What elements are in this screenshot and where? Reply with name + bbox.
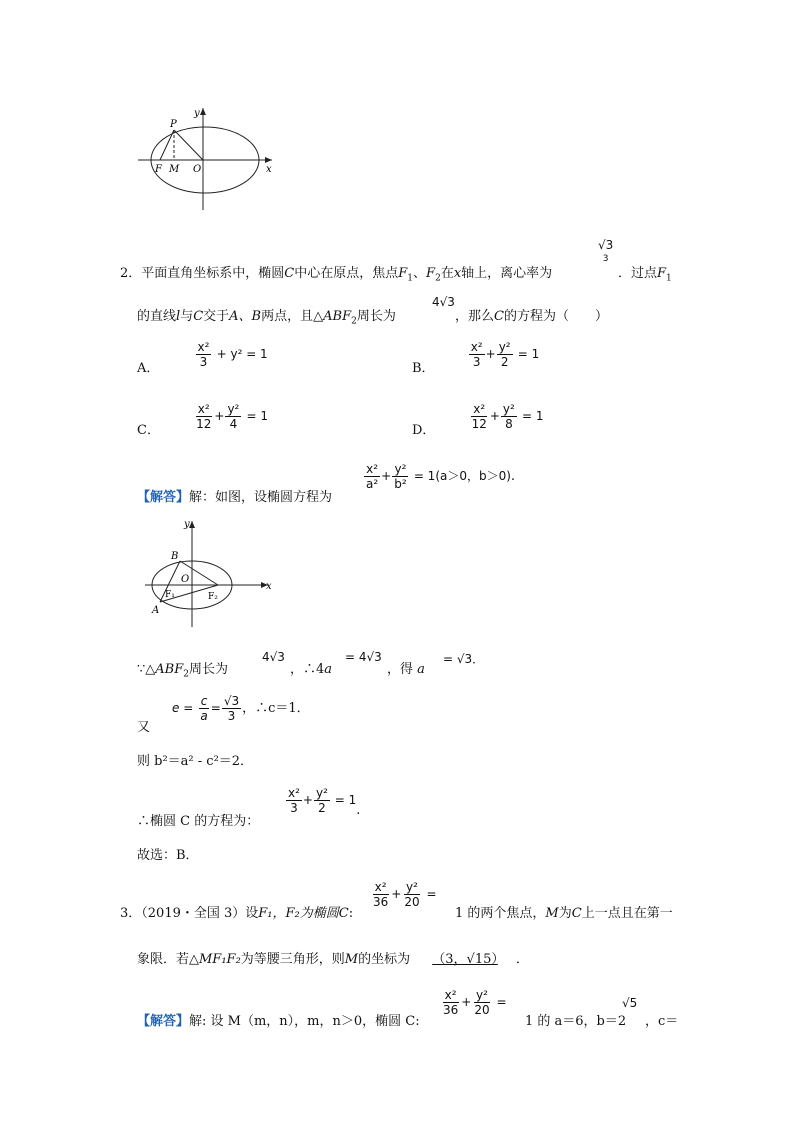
q2-line1-end: ．过点$F_1$ [618, 266, 672, 284]
q2-line2-end: ，那么C的方程为（ ） [455, 309, 608, 324]
solution2-ecc: e = $\frac{c}{a}$ = $\frac{√3}{3}$ ，∴c＝1． [172, 694, 310, 723]
solution2-line3: 则 b²＝a² - c²＝2． [137, 754, 254, 769]
label-O: O [181, 574, 190, 585]
label-A: A [152, 605, 160, 616]
solution2-answer: 故选：B． [137, 848, 199, 863]
ellipse-figure-2 [140, 515, 280, 630]
solution2-4a: ，∴4a [290, 662, 333, 677]
solution2-intro: 【解答】解：如图，设椭圆方程为 [137, 490, 333, 505]
label-x: x [266, 581, 272, 592]
q2-number: 2． [120, 266, 142, 281]
segment-PF [160, 130, 174, 160]
option-A[interactable]: A． $\frac{\text{x²}}{3}$ + y² = 1 [137, 340, 268, 376]
solution2-eq: = 4√3 [345, 650, 382, 664]
q3-equation: $\frac{\text{x²}}{36}$ + $\frac{\text{y²}}{20}$ = [373, 880, 437, 909]
q2-eccentricity: √3 3 [598, 238, 614, 264]
q2-line2: 的直线l与C交于A、B两点，且$\triangle ABF_2$周长为 [137, 309, 396, 327]
solution3-c: ，c＝ [645, 1014, 679, 1029]
q3-line1: 3．（2019・全国 3）设F₁，F₂为椭圆C: [120, 906, 354, 921]
solution3-sqrt5: √5 [622, 996, 638, 1010]
ellipse-figure-1 [130, 100, 280, 215]
solution3-tail: 1 的 a＝6，b＝2 [525, 1014, 627, 1029]
label-M: M [169, 164, 180, 175]
q3-line2: 象限．若△MF₁F₂为等腰三角形，则M的坐标为 （3，√15） ． [137, 952, 529, 967]
solution2-final-eq: $\frac{\text{x²}}{3}$ + $\frac{\text{y²}}{2}$ = 1. [288, 786, 361, 818]
solution2-line1: $\because\triangle ABF_2$周长为 [137, 662, 228, 680]
label-O: O [193, 164, 202, 175]
solution2-perim: 4√3 [262, 650, 285, 664]
solution3-line: 【解答】解: 设 M（m，n），m，n＞0，椭圆 C: [137, 1014, 420, 1029]
solution2-equation: $\frac{\text{x²}}{\text{a²}}$ + $\frac{\text{y²}}{\text{b²}}$ = 1(a＞0，b＞0). [366, 462, 516, 491]
q2-perimeter: 4√3 [432, 295, 455, 309]
label-x: x [266, 164, 272, 175]
label-B: B [171, 551, 179, 562]
solution2-get: ，得 a [387, 662, 425, 677]
label-F1: F₁ [165, 590, 175, 600]
label-F: F [155, 164, 162, 175]
label-y: y [184, 519, 190, 530]
y-axis-arrow [189, 521, 195, 528]
q3-answer: （3，√15） [432, 952, 498, 967]
y-axis-arrow [200, 108, 206, 115]
segment-PO [174, 130, 203, 160]
solution3-equation: $\frac{\text{x²}}{36}$ + $\frac{\text{y²}}{20}$ = [443, 988, 507, 1017]
q2-line1: 2．平面直角坐标系中，椭圆C中心在原点，焦点$F_1$、$F_2$在x轴上，离心率为 [120, 266, 553, 284]
label-F2: F₂ [208, 592, 218, 602]
q3-line1-end: 1 的两个焦点，M为C上一点且在第一 [455, 906, 673, 921]
label-P: P [170, 119, 177, 130]
option-D[interactable]: D． $\frac{\text{x²}}{12}$ + $\frac{\text{y²}}{8}$ = 1 [412, 402, 544, 438]
x-axis-arrow [265, 157, 272, 163]
option-C[interactable]: C． $\frac{\text{x²}}{12}$ + $\frac{\text{y²}}{4}$ = 1 [137, 402, 269, 438]
label-y: y [194, 108, 200, 119]
solution2-line2: 又 [137, 720, 151, 735]
solution2-line4: ∴椭圆 C 的方程为： [137, 814, 260, 829]
solution2-result: = √3． [443, 652, 485, 666]
option-B[interactable]: B． $\frac{\text{x²}}{3}$ + $\frac{\text{y²}}{2}$ = 1 [412, 340, 540, 376]
